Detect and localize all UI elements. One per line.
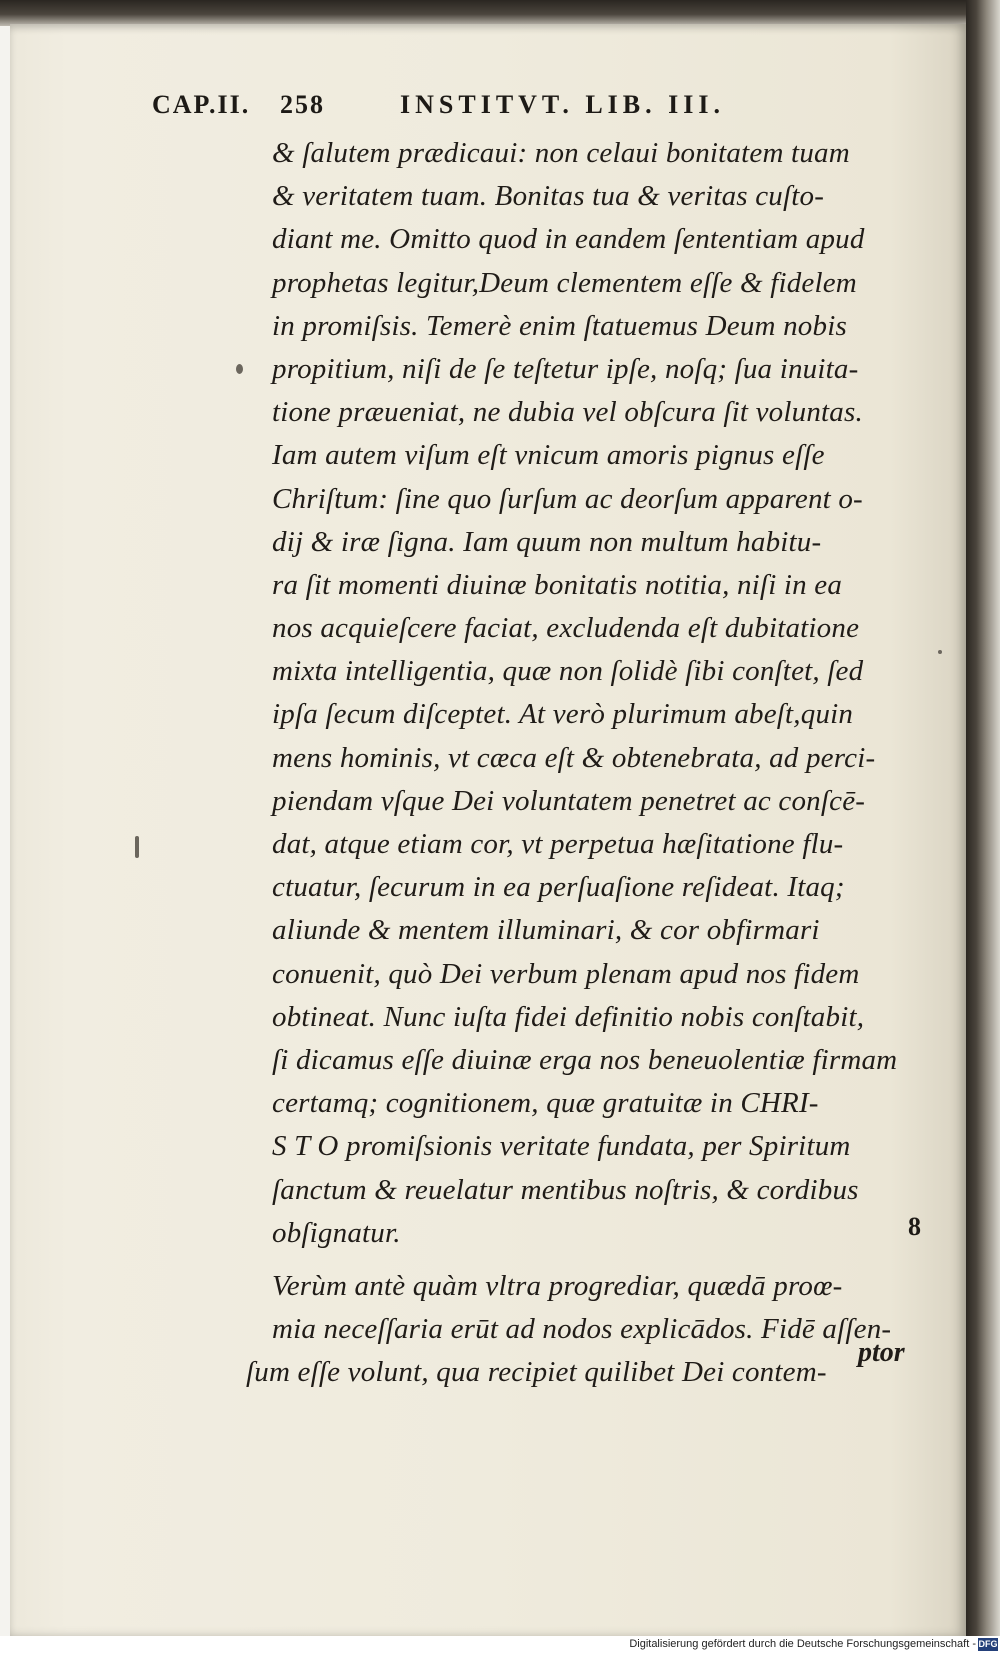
digitization-credit: Digitalisierung gefördert durch die Deutsche Forschungsgemeinschaft - — [629, 1638, 976, 1650]
ink-speck — [938, 650, 942, 654]
text-line: aliunde & mentem illuminari, & cor obfirmari — [272, 914, 820, 947]
page-right-edge — [966, 0, 1000, 1640]
text-line: prophetas legitur,Deum clementem eſſe & fidelem — [272, 266, 857, 299]
text-line: Chriſtum: ſine quo ſurſum ac deorſum apparent o- — [272, 482, 863, 515]
text-line: Iam autem viſum eſt vnicum amoris pignus eſſe — [272, 439, 825, 472]
text-line: ctuatur, ſecurum in ea perſuaſione reſideat. Itaq; — [272, 871, 845, 904]
text-line: mens hominis, vt cæca eſt & obtenebrata, ad perci- — [272, 741, 876, 774]
running-title: INSTITVT. LIB. III. — [400, 90, 726, 119]
running-header — [152, 90, 812, 130]
ink-speck — [135, 836, 139, 858]
text-line: in promiſsis. Temerè enim ſtatuemus Deum nobis — [272, 309, 847, 342]
text-line: nos acquieſcere faciat, excludenda eſt dubitatione — [272, 612, 860, 645]
main-text-block — [246, 132, 912, 1394]
text-line: propitium, niſi de ſe teſtetur ipſe, noſq; ſua inuita- — [272, 352, 859, 385]
text-line: ipſa ſecum diſceptet. At verò plurimum abeſt,quin — [272, 698, 854, 731]
text-line: tione præueniat, ne dubia vel obſcura ſit voluntas. — [272, 396, 863, 429]
text-line: ſi dicamus eſſe diuinæ erga nos beneuolentiæ firmam — [272, 1043, 898, 1076]
ink-speck — [236, 364, 243, 374]
text-line: diant me. Omitto quod in eandem ſententiam apud — [272, 223, 865, 256]
marginal-section-number: 8 — [908, 1212, 921, 1241]
page-top-edge — [0, 0, 1000, 26]
chapter-label: CAP.II. — [152, 90, 251, 119]
catchword: ptor — [858, 1337, 905, 1368]
text-line: mixta intelligentia, quæ non ſolidè ſibi conſtet, ſed — [272, 655, 864, 688]
text-line: obſignatur. — [272, 1216, 401, 1249]
text-line: S T O promiſsionis veritate fundata, per Spiritum — [272, 1130, 851, 1163]
paragraph-start-line: Verùm antè quàm vltra progrediar, quædā proœ- — [272, 1269, 843, 1302]
text-line: ſanctum & reuelatur mentibus noſtris, & cordibus — [272, 1173, 859, 1206]
text-line: & veritatem tuam. Bonitas tua & veritas cuſto- — [272, 180, 825, 213]
text-line: mia neceſſaria erūt ad nodos explicādos. Fidē aſſen- — [272, 1313, 892, 1346]
text-line: certamq; cognitionem, quæ gratuitæ in CHRI- — [272, 1087, 819, 1120]
text-line: piendam vſque Dei voluntatem penetret ac conſcē- — [272, 784, 866, 817]
text-line: & ſalutem prædicaui: non celaui bonitatem tuam — [272, 137, 850, 169]
text-line: obtineat. Nunc iuſta fidei definitio nobis conſtabit, — [272, 1000, 865, 1033]
text-line: ſum eſſe volunt, qua recipiet quilibet Dei contem- — [246, 1356, 827, 1389]
text-line: conuenit, quò Dei verbum plenam apud nos fidem — [272, 957, 860, 990]
dfg-logo: DFG — [978, 1639, 998, 1649]
text-line: dat, atque etiam cor, vt perpetua hæſitatione flu- — [272, 828, 844, 860]
text-line: ra ſit momenti diuinæ bonitatis notitia, niſi in ea — [272, 568, 843, 601]
text-line: dij & iræ ſigna. Iam quum non multum habitu- — [272, 525, 822, 558]
page-number: 258 — [280, 90, 325, 119]
